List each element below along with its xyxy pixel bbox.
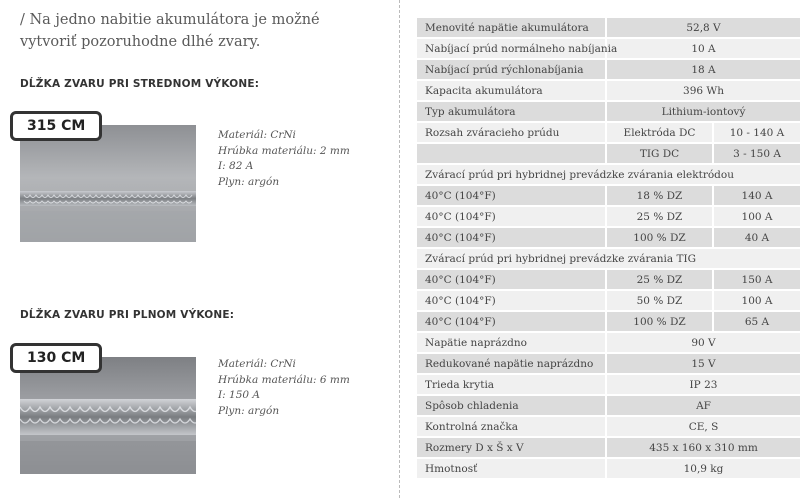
table-row: [417, 396, 800, 415]
row-value: 18 A: [691, 63, 716, 76]
row-section-header: Zvárací prúd pri hybridnej prevádzke zvárania TIG: [425, 252, 697, 265]
row-value: 396 Wh: [683, 84, 724, 97]
table-row: [417, 228, 800, 247]
row-subvalue: 25 % DZ: [636, 210, 683, 223]
row-subvalue: 18 % DZ: [636, 189, 683, 202]
row-value: 3 - 150 A: [733, 147, 781, 160]
weld-spec-note-full: [218, 357, 350, 419]
row-subvalue: Elektróda DC: [623, 126, 696, 139]
table-row: [417, 18, 800, 37]
table-row: [417, 417, 800, 436]
table-row: [417, 207, 800, 226]
row-value: AF: [696, 399, 711, 412]
intro-text: / Na jedno nabitie akumulátora je možné vytvoriť pozoruhodne dlhé zvary.: [20, 12, 320, 50]
weld-spec-note-medium: [218, 128, 350, 190]
row-section-header: Zvárací prúd pri hybridnej prevádzke zvárania elektródou: [425, 168, 734, 181]
row-value: 90 V: [691, 336, 716, 349]
row-label: Kapacita akumulátora: [425, 84, 543, 97]
row-value: Lithium-iontový: [661, 105, 746, 118]
row-value: 150 A: [741, 273, 773, 286]
weld-length-badge-full: 130 CM: [10, 343, 102, 373]
row-label: 40°C (104°F): [425, 231, 496, 244]
row-subvalue: TIG DC: [639, 147, 680, 160]
row-label: Redukované napätie naprázdno: [425, 357, 594, 370]
spec-thickness: Hrúbka materiálu: 6 mm: [218, 373, 350, 386]
row-label: Menovité napätie akumulátora: [425, 21, 589, 34]
row-subvalue: 100 % DZ: [633, 315, 686, 328]
spec-current: I: 150 A: [218, 389, 260, 401]
row-label: Rozmery D x Š x V: [425, 441, 524, 454]
weld-length-badge-medium: 315 CM: [10, 111, 102, 141]
row-label: Spôsob chladenia: [425, 399, 519, 412]
row-label: 40°C (104°F): [425, 210, 496, 223]
section-heading-medium-power: DĹŽKA ZVARU PRI STREDNOM VÝKONE:: [20, 78, 260, 90]
table-row: [417, 102, 800, 121]
row-label: Nabíjací prúd normálneho nabíjania: [425, 42, 618, 55]
row-label: Typ akumulátora: [425, 105, 516, 118]
table-row: [417, 333, 800, 352]
row-value: 52,8 V: [686, 21, 721, 34]
table-row: [417, 60, 800, 79]
table-row: [417, 39, 800, 58]
row-value: 65 A: [744, 315, 770, 328]
table-row: [417, 438, 800, 457]
spec-material: Materiál: CrNi: [218, 358, 296, 370]
table-row: [417, 144, 800, 163]
row-subvalue: 100 % DZ: [633, 231, 686, 244]
row-label: 40°C (104°F): [425, 273, 496, 286]
row-label: Nabíjací prúd rýchlonabíjania: [425, 63, 584, 76]
row-value: 10 A: [691, 42, 716, 55]
weld-photo-full-power: [20, 357, 196, 474]
table-row: [417, 186, 800, 205]
section-heading-full-power: DĹŽKA ZVARU PRI PLNOM VÝKONE:: [20, 309, 235, 321]
table-row: [417, 375, 800, 394]
row-label: Trieda krytia: [425, 378, 495, 391]
spec-current: I: 82 A: [218, 160, 254, 172]
row-label: 40°C (104°F): [425, 315, 496, 328]
table-row: [417, 459, 800, 478]
row-label: Hmotnosť: [425, 462, 478, 475]
spec-material: Materiál: CrNi: [218, 129, 296, 141]
row-value: 140 A: [741, 189, 773, 202]
spec-gas: Plyn: argón: [218, 404, 280, 417]
table-row: [417, 165, 800, 184]
table-row: [417, 249, 800, 268]
row-value: 435 x 160 x 310 mm: [649, 441, 758, 454]
row-value: 10 - 140 A: [729, 126, 785, 139]
spec-gas: Plyn: argón: [218, 175, 280, 188]
row-label: 40°C (104°F): [425, 189, 496, 202]
table-row: [417, 81, 800, 100]
column-divider: [399, 0, 400, 498]
row-value: CE, S: [688, 420, 719, 433]
row-value: 15 V: [691, 357, 716, 370]
row-label: 40°C (104°F): [425, 294, 496, 307]
table-row: [417, 312, 800, 331]
table-row: [417, 291, 800, 310]
row-value: IP 23: [689, 378, 718, 391]
table-row: [417, 270, 800, 289]
row-label: Napätie naprázdno: [425, 336, 527, 349]
technical-specs-table: [417, 18, 800, 480]
row-value: 100 A: [741, 210, 773, 223]
weld-photo-medium-power: [20, 125, 196, 242]
row-value: 100 A: [741, 294, 773, 307]
table-row: [417, 354, 800, 373]
row-subvalue: 50 % DZ: [636, 294, 683, 307]
row-subvalue: 25 % DZ: [636, 273, 683, 286]
table-row: [417, 123, 800, 142]
row-value: 10,9 kg: [683, 462, 724, 475]
spec-thickness: Hrúbka materiálu: 2 mm: [218, 144, 350, 157]
row-label: Kontrolná značka: [425, 420, 518, 433]
row-value: 40 A: [744, 231, 770, 244]
row-label: Rozsah zváracieho prúdu: [425, 126, 560, 139]
